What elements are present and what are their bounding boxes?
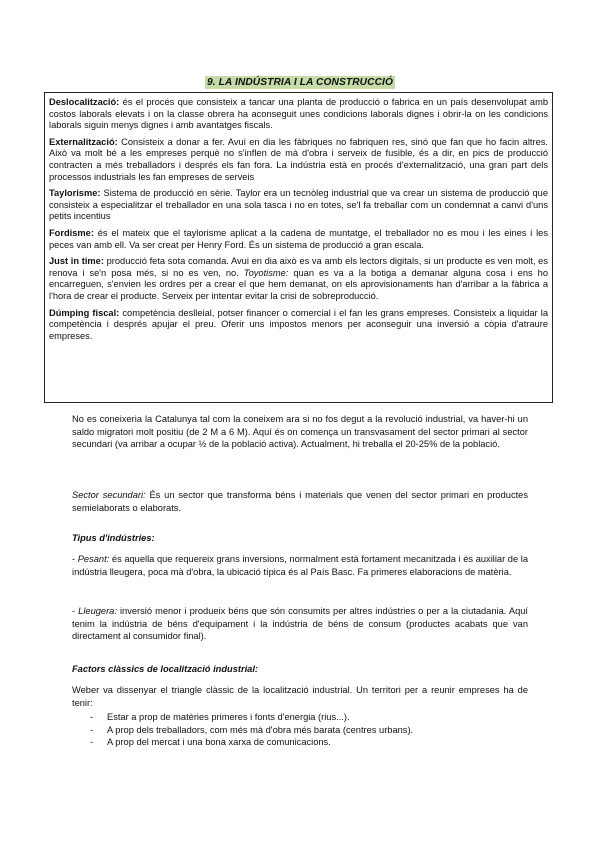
list-dash: - <box>72 554 78 564</box>
list-dash: - <box>90 724 94 735</box>
definition-subterm: Toyotisme: <box>243 267 289 278</box>
definitions-box <box>44 92 553 403</box>
definition-externalitzacio <box>49 137 548 183</box>
definition-just-in-time <box>49 256 548 302</box>
definition-dumping-fiscal <box>49 308 548 343</box>
sector-secundari-label: Sector secundari: <box>72 490 146 500</box>
lleugera-text: inversió menor i produeix béns que són consumits per altres indústries o per a la ciutadania. Aquí tenim la indústria de béns d'equipament i la indústria de béns de consum (productes acabats que van directament al consumidor final). <box>72 606 528 642</box>
title-container <box>0 72 600 90</box>
list-item <box>90 736 520 749</box>
page-title: 9. LA INDÚSTRIA I LA CONSTRUCCIÓ <box>206 77 393 88</box>
paragraph-sector-secundari <box>72 489 528 514</box>
paragraph-industria-pesant <box>72 553 528 578</box>
definition-text: és el procés que consisteix a tancar una planta de producció o fabrica en un país desenvolupat amb costos laborals elevats i on la classe obrera ha aconseguit unes condicions laborals dignes i obrir-la on les condicions laborals siguin menys dignes i amb avantatges fiscals. <box>49 97 548 131</box>
definition-term: Fordisme: <box>49 227 94 238</box>
factors-list <box>90 711 520 749</box>
list-item-text: A prop del mercat i una bona xarxa de comunicacions. <box>107 737 331 748</box>
list-item <box>90 711 520 724</box>
paragraph-catalunya: No es coneixeria la Catalunya tal com la coneixem ara si no fos degut a la revolució industrial, va haver-hi un saldo migratori molt positiu (de 2 M a 6 M). Aquí és on comença un transvasament del sector primari al sector secundari (va arribar a ocupar ½ de la població activa). Actualment, hi treballa el 20-25% de la població. <box>72 414 528 450</box>
list-dash: - <box>90 712 94 722</box>
definition-text: producció feta sota comanda. Avui en dia això es va amb els lectors digitals, si un producte es ven molt, es renova i se'n posa més, si no es ven, no. <box>49 256 548 278</box>
list-item-text: Estar a prop de matèries primeres i fonts d'energia (rius...). <box>107 712 350 722</box>
definition-term: Deslocalització: <box>49 97 120 107</box>
definition-term: Taylorisme: <box>49 188 101 199</box>
definition-text: Consisteix a donar a fer. Avui en dia les fàbriques no fabriquen res, sinó que fan que ho facin altres. Això va molt bé a les empreses perquè no s'inflen de mà d'obra i serveix de fusible, és a dir, en pics de producció contracten a més treballadors i després els fan fora. La indústria està en procés d'externalització, una gran part dels processos industrials les fan empreses de serveis <box>49 136 548 182</box>
list-item <box>90 724 520 737</box>
list-dash: - <box>90 737 94 748</box>
heading-tipus-industries: Tipus d'indústries: <box>72 533 155 543</box>
definition-text: és el mateix que el taylorisme aplicat a la cadena de muntatge, el treballador no es mou i les eines i les peces van amb ell. Va ser creat per Henry Ford. És un sistema de producció a gran escala. <box>49 227 548 250</box>
definition-fordisme <box>49 228 548 251</box>
definition-taylorisme <box>49 188 548 223</box>
definition-term: Dúmping fiscal: <box>49 307 120 318</box>
pesant-text: és aquella que requereix grans inversions, normalment està fortament mecanitzada i és auxiliar de la indústria lleugera, poca mà d'obra, la ubicació típica és al País Basc. Fa primeres elaboracions de matèria. <box>72 554 528 577</box>
definition-term: Externalització: <box>49 136 118 147</box>
heading-factors-localitzacio: Factors clàssics de localització industrial: <box>72 664 259 674</box>
definition-text: competència deslleial, potser financer o comercial i el fan les grans empreses. Consisteix a liquidar la competència i després apujar el preu. Oferir uns impostos menors per aconseguir una inversió a còpia d'atraure empreses. <box>49 307 548 341</box>
sector-secundari-text: És un sector que transforma béns i materials que venen del sector primari en productes semielaborats o elaborats. <box>72 490 528 513</box>
lleugera-label: Lleugera: <box>78 606 117 616</box>
paragraph-weber-intro: Weber va dissenyar el triangle clàssic de la localització industrial. Un territori per a reunir empreses ha de tenir: <box>72 685 528 708</box>
paragraph-industria-lleugera <box>72 605 528 643</box>
definition-text: Sistema de producció en sèrie. Taylor era un tecnòleg industrial que va crear un sistema de producció que consisteix a especialitzar el treballador en una sola tasca i no en totes, se'l fa treballar com un condemnat a canvi d'uns petits incentius <box>49 188 548 222</box>
definition-text-continued: quan es va a la botiga a demanar alguna cosa i ens ho encarreguen, s'envien les ordres per a crear el que hem demanat, on els aprovisionaments han d'arribar a la fàbrica a l'hora de crear el producte. Serveix per intentar evitar la crisi de sobreproducció. <box>49 267 548 301</box>
definition-deslocalitzacio <box>49 97 548 132</box>
definition-term: Just in time: <box>49 256 104 267</box>
list-dash: - <box>72 606 79 616</box>
pesant-label: Pesant: <box>77 554 110 564</box>
list-item-text: A prop dels treballadors, com més mà d'obra més barata (centres urbans). <box>107 724 414 735</box>
